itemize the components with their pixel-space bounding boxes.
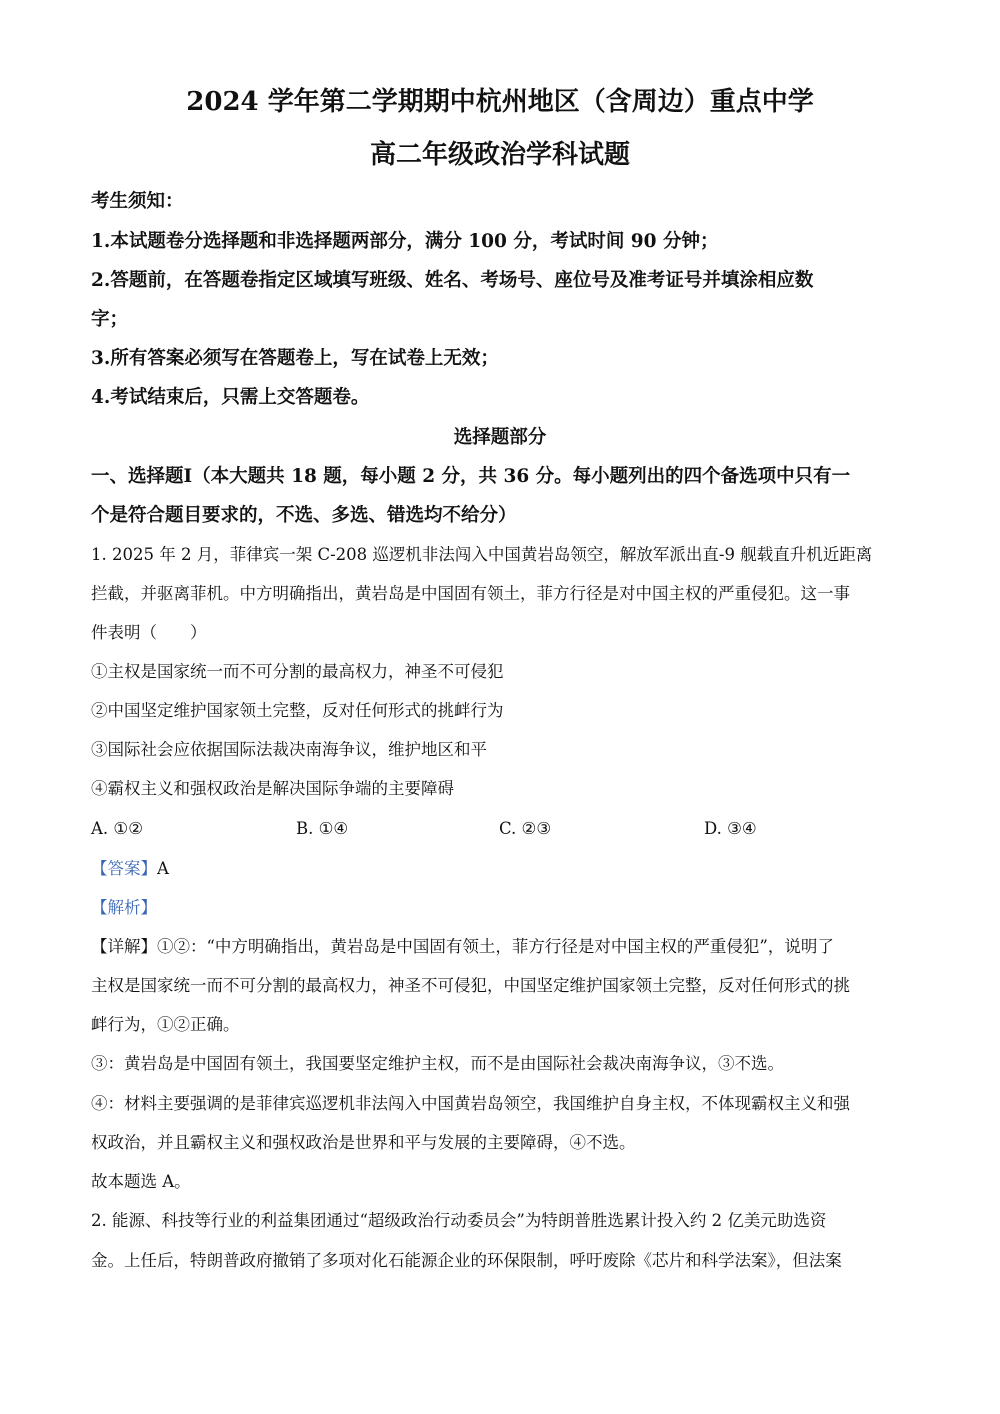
question-1-stem: 件表明（ ） [91,623,207,642]
detail-line: ③：黄岩岛是中国固有领土，我国要坚定维护主权，而不是由国际社会裁决南海争议，③不选。 [91,1054,784,1073]
answer-tag: 【答案】 [91,859,157,878]
detail-tag: 【详解】 [91,937,157,956]
detail-line: 主权是国家统一而不可分割的最高权力，神圣不可侵犯，中国坚定维护国家领土完整，反对任何形式的挑 [91,976,850,995]
question-1-stem: 拦截，并驱离菲机。中方明确指出，黄岩岛是中国固有领土，菲方行径是对中国主权的严重侵犯。这一事 [91,584,850,603]
detail-line: ④：材料主要强调的是菲律宾巡逻机非法闯入中国黄岩岛领空，我国维护自身主权，不体现霸权主义和强 [91,1094,850,1113]
option-b: B. ①④ [296,819,349,838]
question-1-stem: 1. 2025 年 2 月，菲律宾一架 C-208 巡逻机非法闯入中国黄岩岛领空，解放军派出直-9 舰载直升机近距离 [91,545,873,564]
analysis-line [91,894,911,922]
option-d: D. ③④ [704,819,757,838]
detail-line: 权政治，并且霸权主义和强权政治是世界和平与发展的主要障碍，④不选。 [91,1133,636,1152]
section-instruction: 一、选择题Ⅰ（本大题共 18 题，每小题 2 分，共 36 分。每小题列出的四个备选项中只有一 [91,466,851,487]
notice-item: 4.考试结束后，只需上交答题卷。 [91,387,370,408]
detail-text: ①②：“中方明确指出，黄岩岛是中国固有领土，菲方行径是对中国主权的严重侵犯”，说明了 [157,937,834,956]
question-2-stem: 金。上任后，特朗普政府撤销了多项对化石能源企业的环保限制，呼吁废除《芯片和科学法案》，但法案 [91,1251,842,1270]
answer-line [91,855,911,883]
detail-line [91,933,911,961]
notice-heading: 考生须知： [91,191,184,212]
section-instruction: 个是符合题目要求的，不选、多选、错选均不给分） [91,505,517,526]
answer-value: A [157,859,169,878]
section-title: 选择题部分 [453,427,547,448]
conclusion-line: 故本题选 A。 [91,1172,191,1191]
option-a: A. ①② [91,819,143,838]
analysis-tag: 【解析】 [91,898,157,917]
exam-title: 2024 学年第二学期期中杭州地区（含周边）重点中学 [186,87,814,117]
question-1-statement: ①主权是国家统一而不可分割的最高权力，神圣不可侵犯 [91,662,504,681]
option-c: C. ②③ [499,819,552,838]
question-1-statement: ②中国坚定维护国家领土完整，反对任何形式的挑衅行为 [91,701,504,720]
notice-item: 3.所有答案必须写在答题卷上，写在试卷上无效； [91,348,499,369]
notice-item: 2.答题前，在答题卷指定区域填写班级、姓名、考场号、座位号及准考证号并填涂相应数 [91,270,814,291]
notice-item: 字； [91,309,129,330]
notice-item: 1.本试题卷分选择题和非选择题两部分，满分 100 分，考试时间 90 分钟； [91,231,719,252]
question-1-statement: ④霸权主义和强权政治是解决国际争端的主要障碍 [91,779,454,798]
exam-subtitle: 高二年级政治学科试题 [369,140,630,170]
question-2-stem: 2. 能源、科技等行业的利益集团通过“超级政治行动委员会”为特朗普胜选累计投入约 2 亿美元助选资 [91,1211,827,1230]
question-1-statement: ③国际社会应依据国际法裁决南海争议，维护地区和平 [91,740,487,759]
detail-line: 衅行为，①②正确。 [91,1015,240,1034]
